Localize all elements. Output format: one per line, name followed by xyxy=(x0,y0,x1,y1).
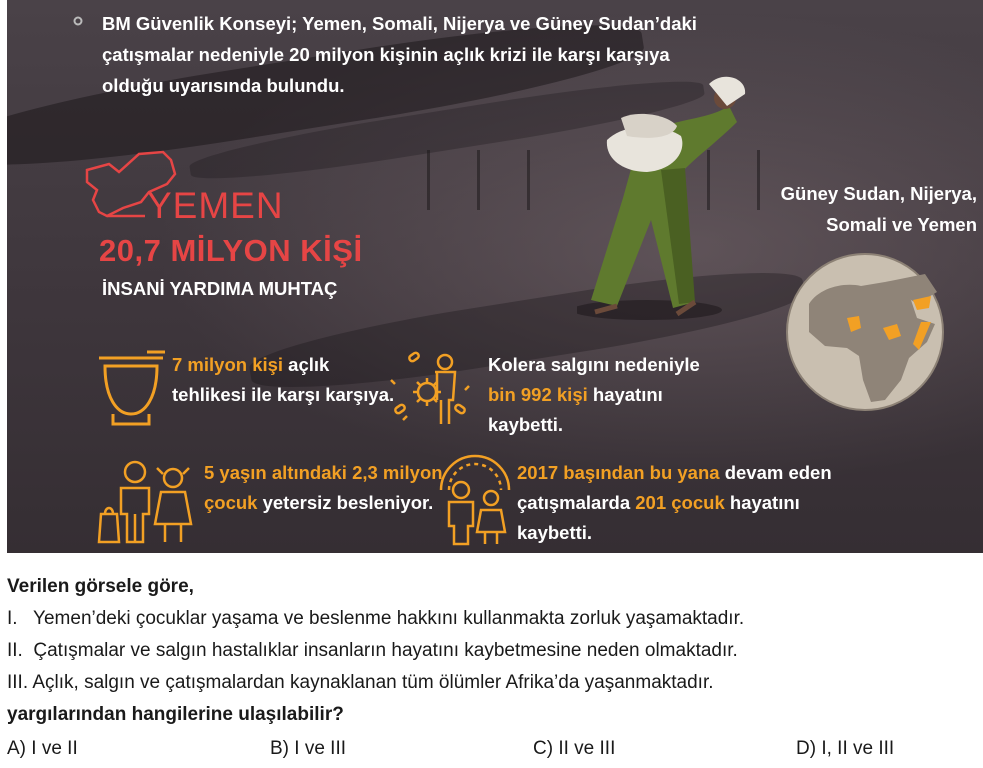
fact-hunger xyxy=(172,350,402,410)
map-caption: Güney Sudan, Nijerya, Somali ve Yemen xyxy=(780,183,977,235)
fact-hunger-text: açlık tehlikesi ile karşı karşıya. xyxy=(172,354,395,405)
food-bowl-icon xyxy=(95,350,167,430)
walking-woman-illustration xyxy=(577,70,767,330)
option-b-text: I ve III xyxy=(294,738,347,759)
fact-conflict xyxy=(517,458,857,548)
africa-globe-icon xyxy=(785,252,945,412)
statement-1: I. Yemen’deki çocuklar yaşama ve beslenme hakkını kullanmakta zorluk yaşamaktadır. xyxy=(7,608,745,629)
option-a[interactable] xyxy=(7,738,78,760)
option-d[interactable] xyxy=(796,738,894,760)
fact-cholera-text: Kolera salgını nedeniyle xyxy=(488,354,700,375)
children-icon xyxy=(95,458,199,546)
family-icon xyxy=(435,446,515,546)
fence-post xyxy=(427,150,430,210)
option-d-letter: D) xyxy=(796,738,817,759)
option-a-text: I ve II xyxy=(31,738,78,759)
fact-children-highlight: 5 yaşın altındaki 2,3 milyon çocuk xyxy=(204,462,443,513)
fact-hunger-highlight: 7 milyon kişi xyxy=(172,354,284,375)
yemen-count: 20,7 MİLYON KİŞİ xyxy=(99,233,363,268)
option-c-text: II ve III xyxy=(558,738,616,759)
option-a-letter: A) xyxy=(7,738,26,759)
yemen-need-label: İNSANİ YARDIMA MUHTAÇ xyxy=(102,278,338,299)
option-d-text: I, II ve III xyxy=(821,738,895,759)
fact-cholera-highlight: bin 992 kişi xyxy=(488,384,588,405)
statement-3: III. Açlık, salgın ve çatışmalardan kaynaklanan tüm ölümler Afrika’da yaşanmaktadır. xyxy=(7,672,714,693)
question-prompt: yargılarından hangilerine ulaşılabilir? xyxy=(7,704,344,725)
fact-conflict-text: devam eden çatışmalarda xyxy=(517,462,832,513)
virus-person-icon xyxy=(385,350,475,430)
headline: BM Güvenlik Konseyi; Yemen, Somali, Nijerya ve Güney Sudan’daki çatışmalar nedeniyle 20 milyon kişinin açlık krizi ile karşı karşıya olduğu uyarısında bulundu. xyxy=(102,13,697,96)
bullet-icon xyxy=(73,16,83,26)
fact-cholera xyxy=(488,350,718,440)
fence-post xyxy=(477,150,480,210)
option-b-letter: B) xyxy=(270,738,289,759)
infographic-panel xyxy=(7,0,983,553)
fact-children xyxy=(204,458,444,518)
question-intro: Verilen görsele göre, xyxy=(7,576,194,597)
fact-conflict-text-end: hayatını kaybetti. xyxy=(517,492,800,543)
statement-2: II. Çatışmalar ve salgın hastalıklar insanların hayatını kaybetmesine neden olmaktadır. xyxy=(7,640,738,661)
option-c-letter: C) xyxy=(533,738,554,759)
fact-conflict-highlight-count: 201 çocuk xyxy=(635,492,725,513)
fence-post xyxy=(527,150,530,210)
yemen-title: YEMEN xyxy=(147,185,284,226)
fact-children-text: yetersiz besleniyor. xyxy=(257,492,434,513)
option-c[interactable] xyxy=(533,738,615,760)
fact-conflict-highlight-date: 2017 başından bu yana xyxy=(517,462,720,483)
option-b[interactable] xyxy=(270,738,346,760)
fact-cholera-text-end: hayatını kaybetti. xyxy=(488,384,663,435)
